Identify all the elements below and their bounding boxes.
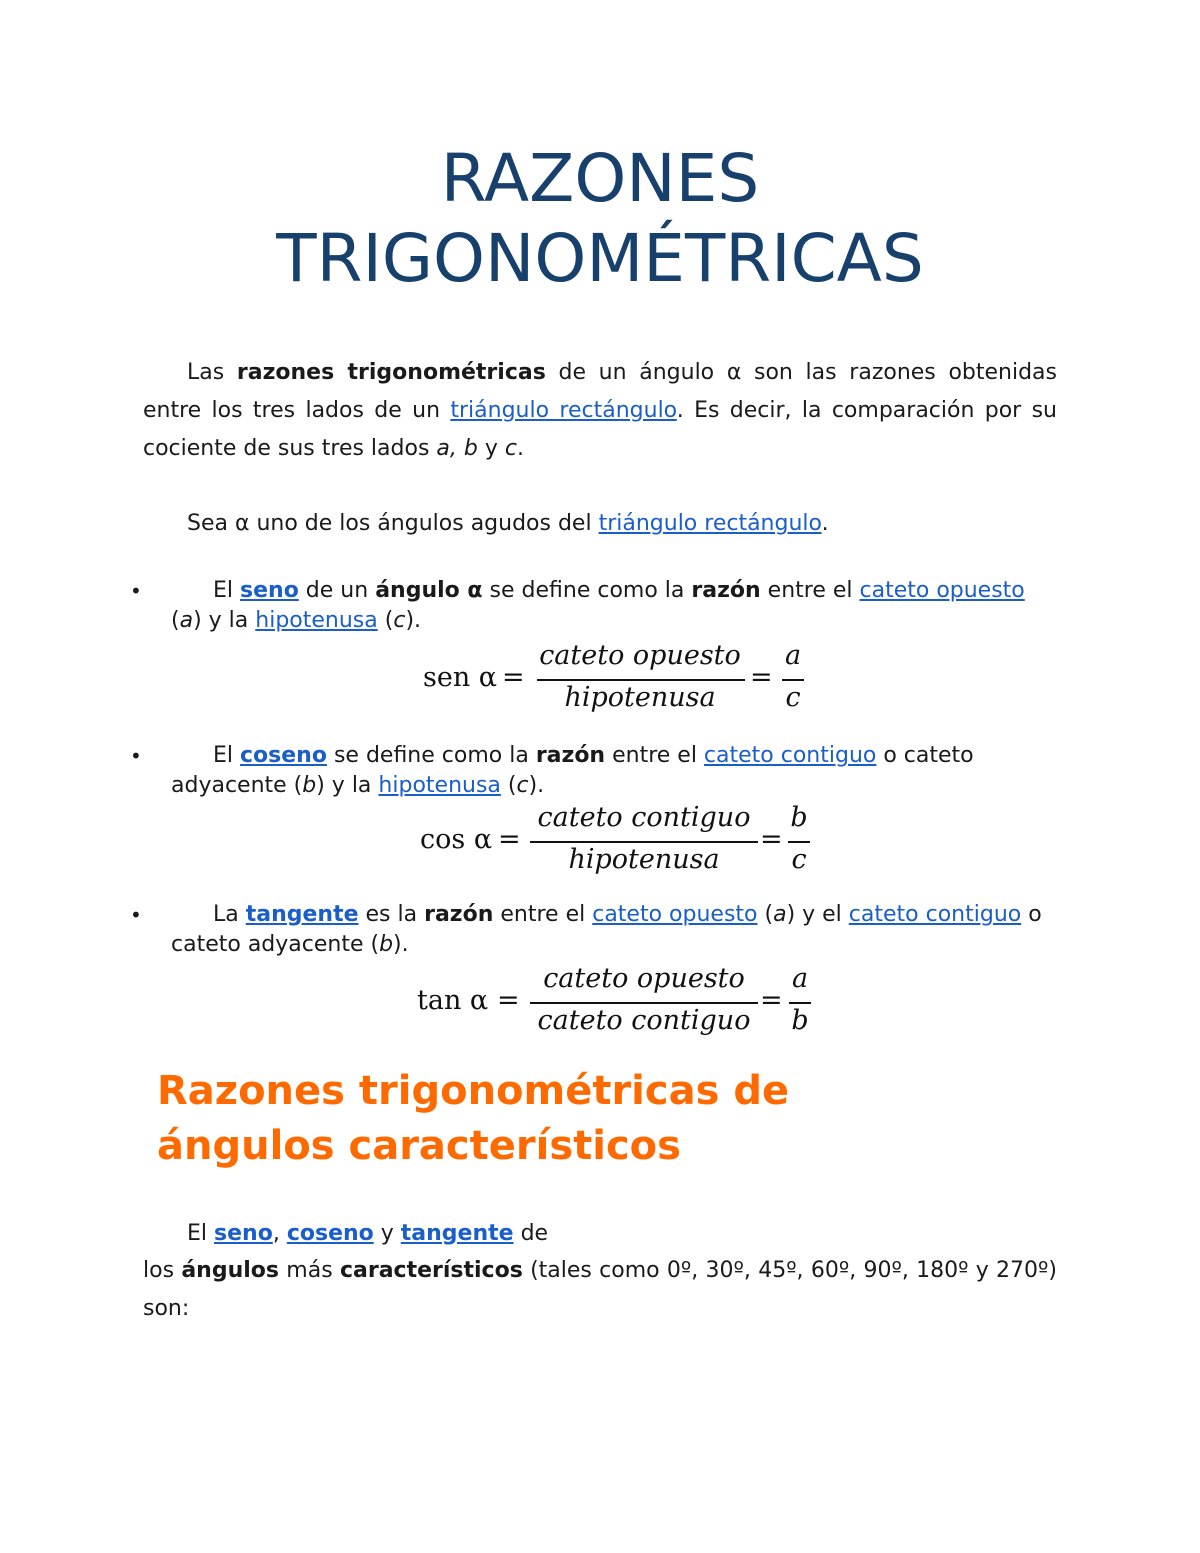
- var-c: c: [504, 436, 517, 461]
- fraction-bar: [530, 841, 758, 843]
- fraction-bar: [788, 841, 810, 843]
- section2-paragraph: los ángulos más característicos (tales como 0º, 30º, 45º, 60º, 90º, 180º y 270º) son:: [143, 1258, 1057, 1321]
- link-tangente-2[interactable]: tangente: [400, 1221, 514, 1246]
- bullet-dot: •: [130, 579, 142, 603]
- section2-line1: El seno, coseno y tangente de: [187, 1221, 549, 1246]
- link-seno[interactable]: seno: [240, 578, 299, 603]
- section-heading-line1: Razones trigonométricas de: [157, 1068, 790, 1114]
- link-cateto-contiguo[interactable]: cateto contiguo: [703, 743, 877, 768]
- link-triangulo-rectangulo-2[interactable]: triángulo rectángulo: [598, 511, 822, 536]
- page-title-line1: RAZONES: [440, 140, 760, 217]
- formula-seno: sen α = cateto opuesto hipotenusa = a c: [420, 640, 820, 720]
- bullet-dot: •: [130, 744, 142, 768]
- link-hipotenusa[interactable]: hipotenusa: [255, 608, 378, 633]
- formula-tangente: tan α = cateto opuesto cateto contiguo = a b: [417, 963, 817, 1043]
- intro-paragraph: Las razones trigonométricas de un ángulo α son las razones obtenidas entre los tres lados de un triángulo rectángulo. Es decir, la comparación por su cociente de sus tres lados a, b y c.: [143, 360, 1057, 461]
- link-hipotenusa-2[interactable]: hipotenusa: [378, 773, 501, 798]
- var-b: b: [463, 436, 478, 461]
- bullet-dot: •: [130, 903, 142, 927]
- term-razones-trigonometricas: razones trigonométricas: [236, 360, 546, 385]
- formula-numerator: cateto opuesto: [543, 963, 745, 994]
- fraction-bar: [530, 1002, 758, 1004]
- link-triangulo-rectangulo[interactable]: triángulo rectángulo: [450, 398, 677, 423]
- var-a: a: [436, 436, 450, 461]
- formula-denominator: cateto contiguo: [537, 1005, 751, 1036]
- formula-denominator: hipotenusa: [564, 682, 716, 713]
- bullet-seno-text: El seno de un ángulo α se define como la razón entre el cateto opuesto (a) y la hipotenusa (c).: [171, 578, 1025, 633]
- link-coseno[interactable]: coseno: [240, 743, 327, 768]
- formula-lhs: sen α: [423, 662, 498, 693]
- fraction-bar: [789, 1002, 811, 1004]
- fraction-bar: [782, 679, 804, 681]
- link-seno-2[interactable]: seno: [214, 1221, 273, 1246]
- link-cateto-contiguo-2[interactable]: cateto contiguo: [848, 902, 1022, 927]
- formula-numerator: cateto contiguo: [537, 802, 751, 833]
- formula-lhs: tan α: [417, 985, 489, 1016]
- link-tangente[interactable]: tangente: [245, 902, 359, 927]
- link-cateto-opuesto[interactable]: cateto opuesto: [859, 578, 1025, 603]
- bullet-tangente-text: La tangente es la razón entre el cateto opuesto (a) y el cateto contiguo o cateto adyacente (b).: [171, 902, 1042, 957]
- formula-lhs: cos α: [420, 824, 493, 855]
- page-title-line2: TRIGONOMÉTRICAS: [276, 220, 924, 297]
- bullet-coseno-text: El coseno se define como la razón entre el cateto contiguo o cateto adyacente (b) y la hipotenusa (c).: [171, 743, 974, 798]
- sea-paragraph: Sea α uno de los ángulos agudos del triángulo rectángulo.: [187, 511, 829, 536]
- formula-numerator: cateto opuesto: [539, 640, 741, 671]
- link-coseno-2[interactable]: coseno: [286, 1221, 374, 1246]
- section-heading-line2: ángulos característicos: [157, 1123, 681, 1169]
- formula-coseno: cos α = cateto contiguo hipotenusa = b c: [420, 802, 820, 882]
- link-cateto-opuesto-2[interactable]: cateto opuesto: [592, 902, 758, 927]
- formula-denominator: hipotenusa: [568, 844, 720, 875]
- fraction-bar: [537, 679, 745, 681]
